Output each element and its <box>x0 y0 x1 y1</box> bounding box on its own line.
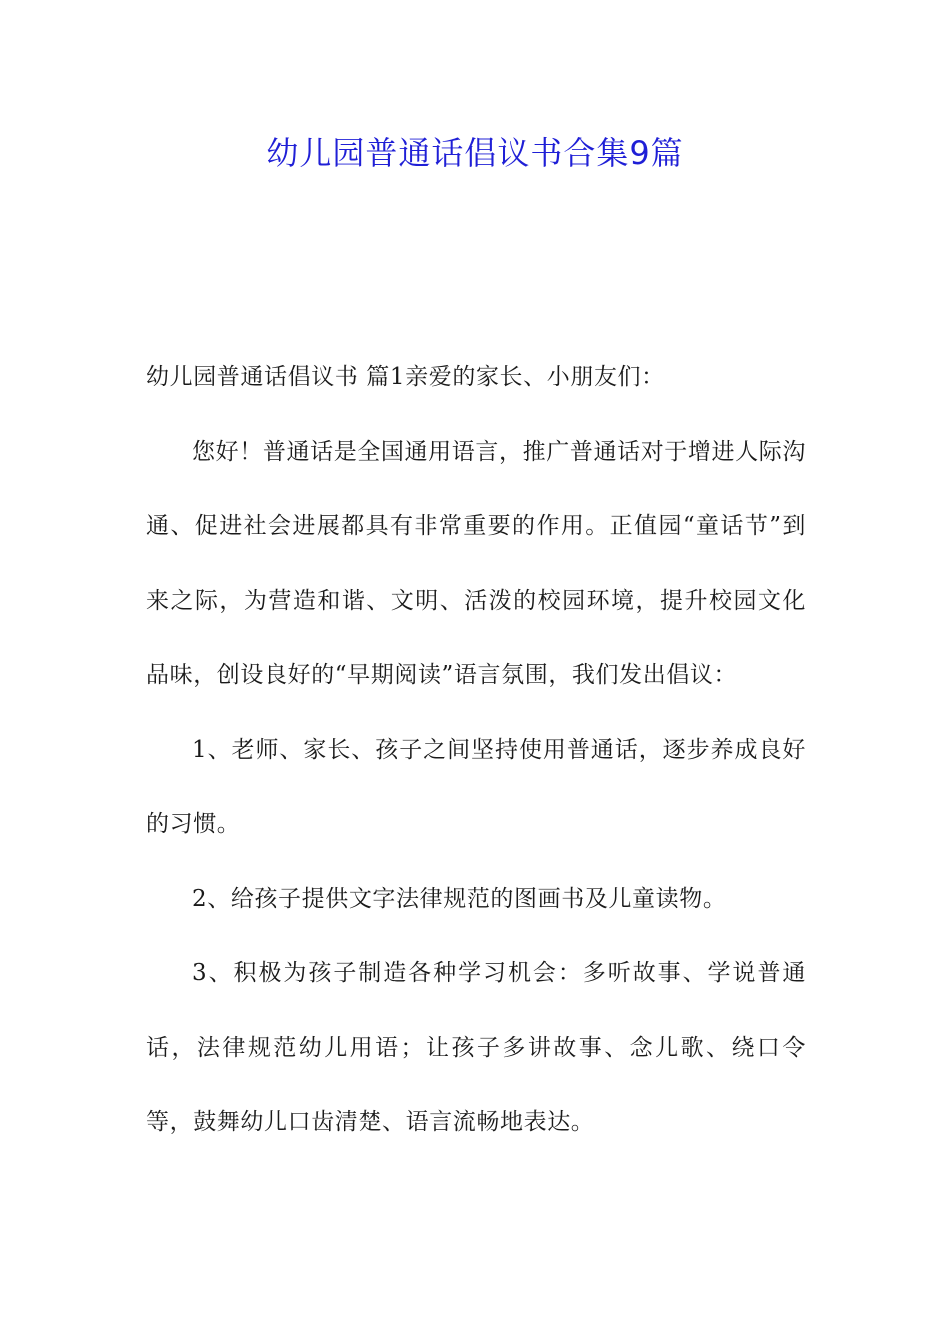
proposal-item-3: 3、积极为孩子制造各种学习机会：多听故事、学说普通话，法律规范幼儿用语；让孩子多讲故事、念儿歌、绕口令等，鼓舞幼儿口齿清楚、语言流畅地表达。 <box>146 960 806 1135</box>
proposal-item-2: 2、给孩子提供文字法律规范的图画书及儿童读物。 <box>192 885 727 912</box>
proposal-item-1: 1、老师、家长、孩子之间坚持使用普通话，逐步养成良好的习惯。 <box>146 736 806 837</box>
document-body <box>146 340 806 1160</box>
intro-paragraph: 您好！普通话是全国通用语言，推广普通话对于增进人际沟通、促进社会进展都具有非常重要的作用。正值园“童话节”到来之际，为营造和谐、文明、活泼的校园环境，提升校园文化品味，创设良好的“早期阅读”语言氛围，我们发出倡议： <box>146 438 806 688</box>
salutation-paragraph: 幼儿园普通话倡议书 篇1亲爱的家长、小朋友们： <box>146 364 665 390</box>
document-title: 幼儿园普通话倡议书合集9篇 <box>266 134 684 172</box>
